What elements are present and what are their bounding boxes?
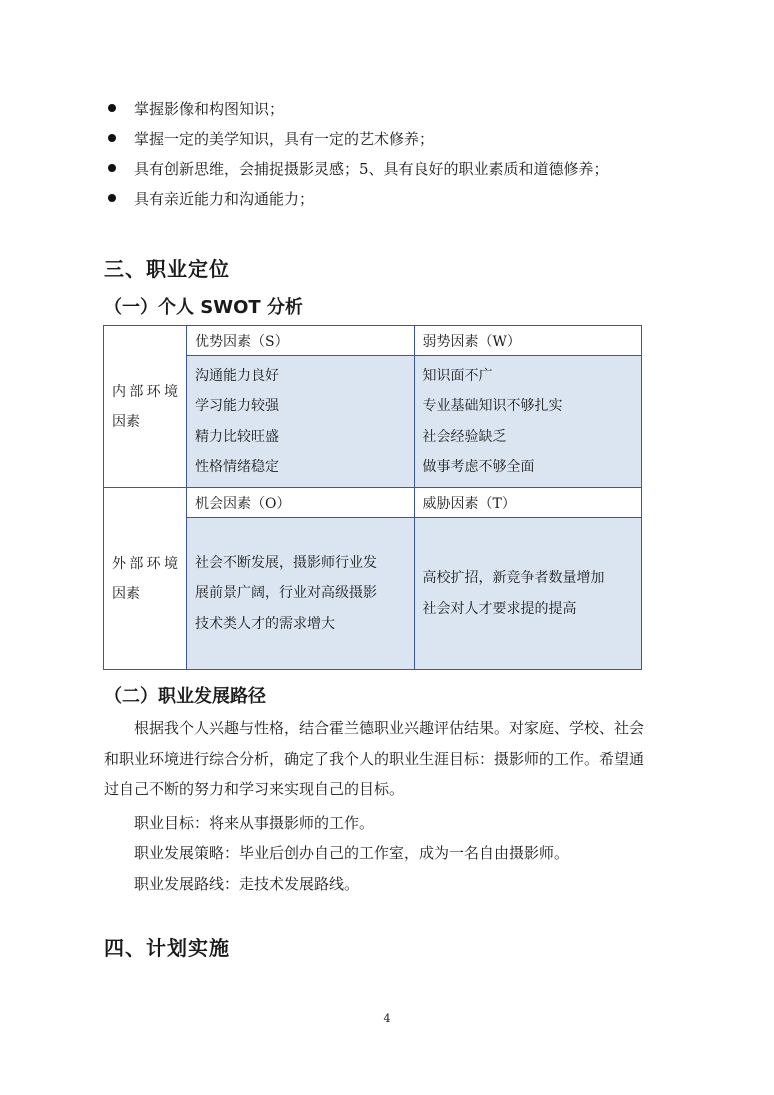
bullet-dot-icon [108, 194, 116, 202]
weakness-item: 知识面不广 [422, 367, 493, 384]
section-3-heading: 三、职业定位 [104, 257, 230, 281]
career-strategy-text: 职业发展策略：毕业后创办自己的工作室，成为一名自由摄影师。 [134, 844, 570, 862]
bullet-text: 掌握一定的美学知识，具有一定的艺术修养； [134, 129, 435, 148]
page-number: 4 [383, 1012, 391, 1025]
threats-cell [414, 518, 642, 670]
bullet-item [108, 123, 728, 153]
bullet-item [108, 183, 728, 213]
skills-bullet-list [108, 93, 728, 213]
strength-item: 沟通能力良好 [195, 367, 279, 384]
career-path-heading: （二）职业发展路径 [104, 686, 266, 707]
bullet-item [108, 153, 728, 183]
opportunity-item: 社会不断发展，摄影师行业发 [195, 554, 377, 571]
strengths-cell [187, 356, 415, 488]
strength-item: 性格情绪稳定 [195, 459, 279, 475]
strength-item: 精力比较旺盛 [195, 428, 279, 445]
external-factors-label: 外部环境因素 [104, 488, 187, 670]
weaknesses-cell [414, 356, 642, 488]
opportunities-cell [187, 518, 415, 670]
bullet-text: 具有创新思维，会捕捉摄影灵感；5、具有良好的职业素质和道德修养； [134, 159, 609, 178]
career-goal-text: 职业目标：将来从事摄影师的工作。 [134, 814, 375, 832]
bullet-dot-icon [108, 164, 116, 172]
swot-table [103, 325, 642, 670]
threats-header: 威胁因素（T） [414, 488, 642, 518]
swot-heading: （一）个人 SWOT 分析 [104, 297, 303, 318]
opportunity-item: 技术类人才的需求增大 [195, 615, 335, 632]
strength-item: 学习能力较强 [195, 398, 279, 414]
section-4-heading: 四、计划实施 [104, 936, 230, 960]
opportunity-item: 展前景广阔，行业对高级摄影 [195, 585, 377, 602]
bullet-text: 掌握影像和构图知识； [134, 99, 285, 118]
weakness-item: 专业基础知识不够扎实 [422, 398, 563, 414]
opportunities-header: 机会因素（O） [187, 488, 415, 518]
weaknesses-header: 弱势因素（W） [414, 326, 642, 356]
threat-item: 社会对人才要求提的提高 [422, 600, 577, 617]
career-route-text: 职业发展路线：走技术发展路线。 [134, 875, 360, 893]
threat-item: 高校扩招，新竞争者数量增加 [422, 570, 605, 586]
bullet-dot-icon [108, 104, 116, 112]
bullet-text: 具有亲近能力和沟通能力； [134, 189, 315, 208]
internal-factors-label: 内部环境因素 [104, 326, 187, 488]
weakness-item: 做事考虑不够全面 [422, 459, 535, 475]
bullet-item [108, 93, 728, 123]
bullet-dot-icon [108, 134, 116, 142]
career-path-paragraph: 根据我个人兴趣与性格，结合霍兰德职业兴趣评估结果。对家庭、学校、社会和职业环境进行综合分析，确定了我个人的职业生涯目标：摄影师的工作。希望通过自己不断的努力和学习来实现自己的目标。 [104, 719, 645, 798]
strengths-header: 优势因素（S） [187, 326, 415, 356]
weakness-item: 社会经验缺乏 [422, 428, 507, 445]
